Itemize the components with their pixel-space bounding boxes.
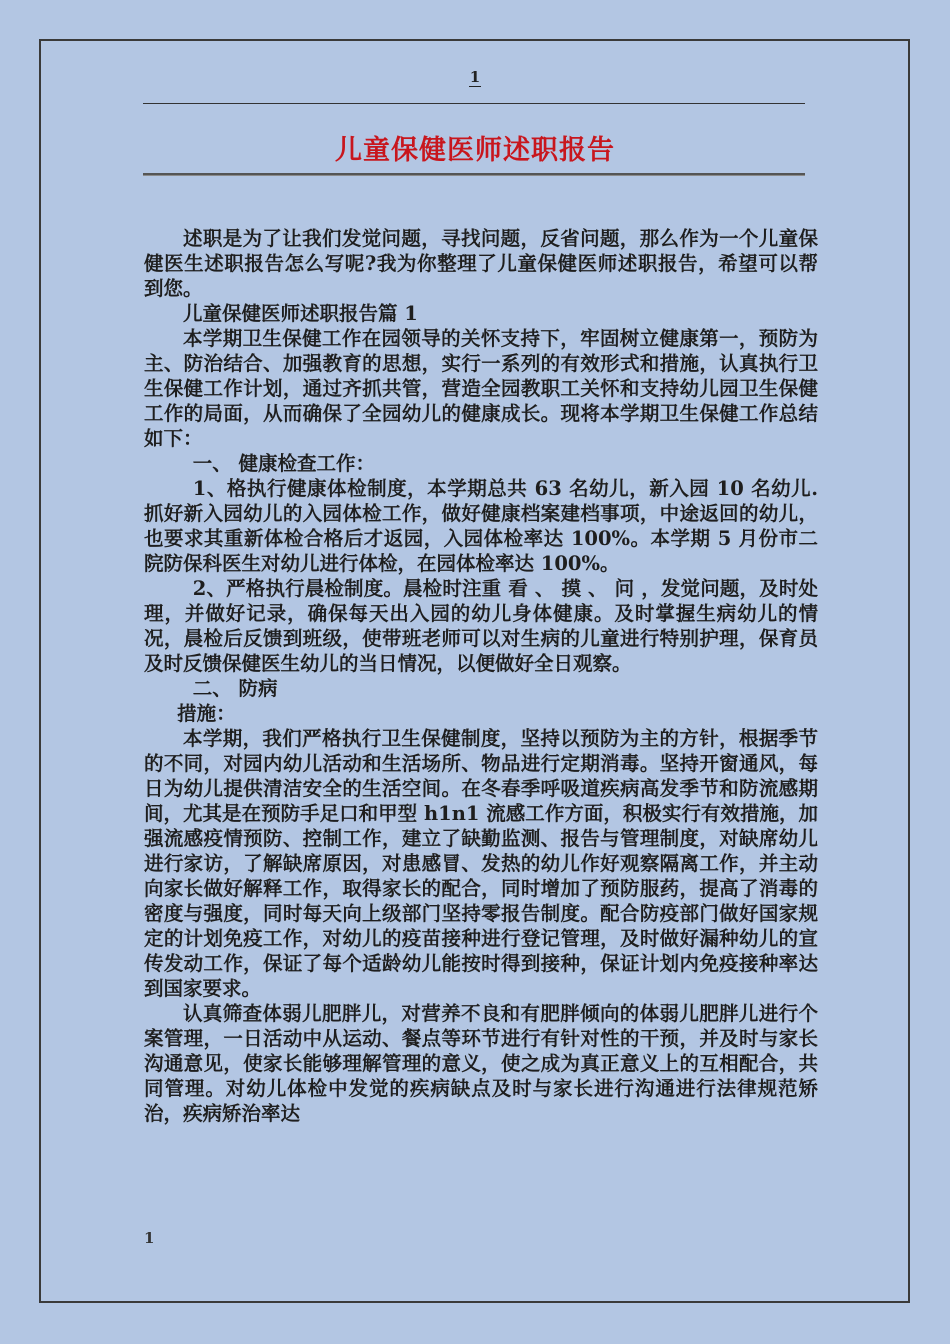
title-divider xyxy=(143,173,805,175)
heading-health-check: 一、 健康检查工作： xyxy=(192,452,376,475)
paragraph-intro: 述职是为了让我们发觉问题，寻找问题，反省问题，那么作为一个儿童保健医生述职报告怎么写呢?我为你整理了儿童保健医师述职报告，希望可以帮到您。 xyxy=(144,227,818,300)
paragraph: 1、格执行健康体检制度，本学期总共 63 名幼儿，新入园 10 名幼儿.抓好新入园幼儿的入园体检工作，做好健康档案建档事项，中途返回的幼儿，也要求其重新体检合格后才返园，入园体检率达 100%。本学期 5 月份市二院防保科医生对幼儿进行体检，在园体检率达 100%。 xyxy=(144,477,818,575)
heading-disease-prevention: 二、 防病 xyxy=(192,677,278,700)
paragraph: 2、严格执行晨检制度。晨检时注重 看 、 摸 、 问 ，发觉问题，及时处理，并做好记录，确保每天出入园的幼儿身体健康。及时掌握生病幼儿的情况，晨检后反馈到班级，使带班老师可以对生病的儿童进行特别护理，保育员及时反馈保健医生幼儿的当日情况，以便做好全日观察。 xyxy=(144,577,818,675)
header-divider xyxy=(143,103,805,104)
header-page-number: 1 xyxy=(469,68,481,86)
paragraph-section-title: 儿童保健医师述职报告篇 1 xyxy=(183,302,418,325)
paragraph: 本学期，我们严格执行卫生保健制度，坚持以预防为主的方针，根据季节的不同，对园内幼儿活动和生活场所、物品进行定期消毒。坚持开窗通风，每日为幼儿提供清洁安全的生活空间。在冬春季呼吸道疾病高发季节和防流感期间，尤其是在预防手足口和甲型 h1n1 流感工作方面，积极实行有效措施，加强流感疫情预防、控制工作，建立了缺勤监测、报告与管理制度，对缺席幼儿进行家访，了解缺席原因，对患感冒、发热的幼儿作好观察隔离工作，并主动向家长做好解释工作，取得家长的配合，同时增加了预防服药，提高了消毒的密度与强度，同时每天向上级部门坚持零报告制度。配合防疫部门做好国家规定的计划免疫工作，对幼儿的疫苗接种进行登记管理，及时做好漏种幼儿的宣传发动工作，保证了每个适龄幼儿能按时得到接种，保证计划内免疫接种率达到国家要求。 xyxy=(144,727,818,1000)
document-title: 儿童保健医师述职报告 xyxy=(335,135,615,166)
document-body xyxy=(144,226,818,1202)
paragraph: 认真筛查体弱儿肥胖儿，对营养不良和有肥胖倾向的体弱儿肥胖儿进行个案管理，一日活动中从运动、餐点等环节进行有针对性的干预，并及时与家长沟通意见，使家长能够理解管理的意义，使之成为真正意义上的互相配合，共同管理。对幼儿体检中发觉的疾病缺点及时与家长进行沟通进行法律规范矫治，疾病矫治率达 xyxy=(144,1002,818,1125)
paragraph: 本学期卫生保健工作在园领导的关怀支持下，牢固树立健康第一，预防为主、防治结合、加强教育的思想，实行一系列的有效形式和措施，认真执行卫生保健工作计划，通过齐抓共管，营造全园教职工关怀和支持幼儿园卫生保健工作的局面，从而确保了全园幼儿的健康成长。现将本学期卫生保健工作总结如下： xyxy=(144,327,818,450)
heading-measures: 措施： xyxy=(177,702,236,725)
footer-page-number: 1 xyxy=(144,1229,155,1247)
